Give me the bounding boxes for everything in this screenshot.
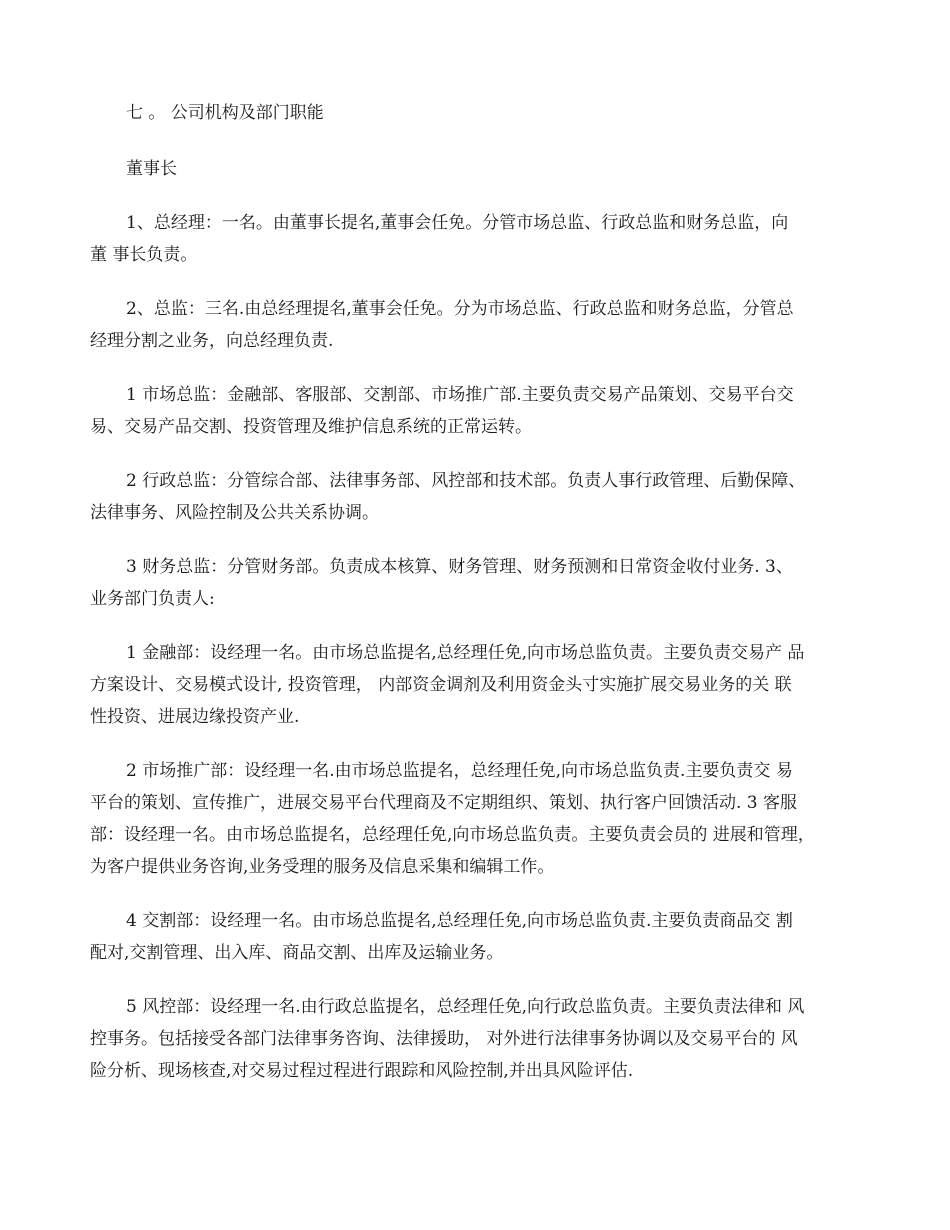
paragraph-line: 险分析、现场核查,对交易过程过程进行跟踪和风险控制,并出具风险评估.: [90, 1061, 634, 1081]
paragraph-line: 为客户提供业务咨询,业务受理的服务及信息采集和编辑工作。: [90, 857, 555, 877]
paragraph-line: 5 风控部：设经理一名.由行政总监提名，总经理任免,向行政总监负责。主要负责法律和 风: [126, 997, 805, 1017]
paragraph-line: 1 金融部：设经理一名。由市场总监提名,总经理任免,向市场总监负责。主要负责交易产 品: [126, 643, 805, 663]
paragraph-line: 部：设经理一名。由市场总监提名，总经理任免,向市场总监负责。主要负责会员的 进展和管理，: [90, 825, 815, 845]
paragraph-line: 2、总监：三名.由总经理提名,董事会任免。分为市场总监、行政总监和财务总监，分管总: [126, 299, 794, 319]
paragraph-line: 1、总经理：一名。由董事长提名,董事会任免。分管市场总监、行政总监和财务总监，向: [126, 213, 789, 233]
paragraph-line: 董 事长负责。: [90, 245, 198, 265]
paragraph-line: 控事务。包括接受各部门法律事务咨询、法律援助， 对外进行法律事务协调以及交易平台的 风: [90, 1029, 798, 1049]
paragraph-line: 平台的策划、宣传推广，进展交易平台代理商及不定期组织、策划、执行客户回馈活动. 3 客服: [90, 793, 798, 813]
paragraph-line: 方案设计、交易模式设计, 投资管理， 内部资金调剂及利用资金头寸实施扩展交易业务的关 联: [90, 675, 792, 695]
paragraph-line: 4 交割部：设经理一名。由市场总监提名,总经理任免,向市场总监负责.主要负责商品交 割: [126, 911, 793, 931]
paragraph-line: 经理分割之业务，向总经理负责.: [90, 331, 334, 351]
section-heading: 七 。 公司机构及部门职能: [126, 103, 324, 123]
paragraph-line: 易、交易产品交割、投资管理及维护信息系统的正常运转。: [90, 417, 532, 437]
paragraph-line: 3 财务总监：分管财务部。负责成本核算、财务管理、财务预测和日常资金收付业务. 3、: [126, 557, 793, 577]
paragraph-line: 法律事务、风险控制及公共关系协调。: [90, 503, 379, 523]
paragraph-line: 2 市场推广部：设经理一名.由市场总监提名，总经理任免,向市场总监负责.主要负责交 易: [126, 761, 793, 781]
paragraph-line: 业务部门负责人:: [90, 589, 215, 609]
paragraph-line: 1 市场总监：金融部、客服部、交割部、市场推广部.主要负责交易产品策划、交易平台交: [126, 385, 794, 405]
role-heading-chairman: 董事长: [126, 159, 177, 179]
paragraph-line: 2 行政总监：分管综合部、法律事务部、风控部和技术部。负责人事行政管理、后勤保障、: [126, 471, 806, 491]
paragraph-line: 配对,交割管理、出入库、商品交割、出库及运输业务。: [90, 943, 504, 963]
paragraph-line: 性投资、进展边缘投资产业.: [90, 707, 300, 727]
